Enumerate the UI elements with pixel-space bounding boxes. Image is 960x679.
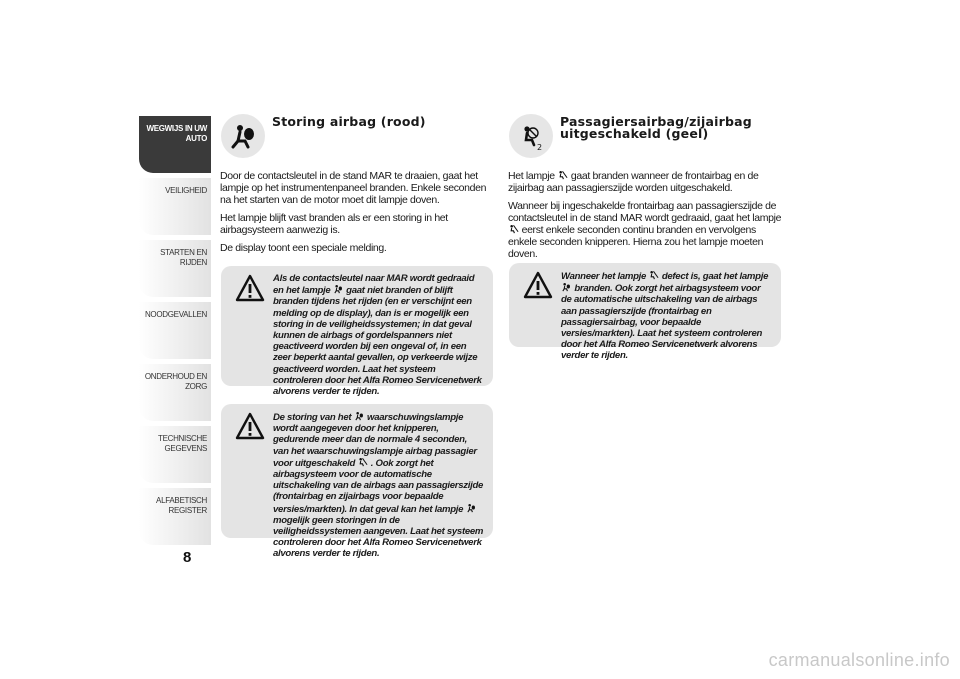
warning-text: Als de contactsleutel naar MAR wordt gedraaid en het lampje — [273, 273, 475, 297]
airbag-person-icon — [354, 411, 365, 421]
watermark: carmanualsonline.info — [768, 650, 950, 670]
tab-veiligheid[interactable] — [139, 178, 211, 235]
warning-text: mogelijk geen storingen in de veiligheidssystemen aangeven. Laat het systeem controleren door het Alfa Romeo Servicenetwerk alvorens verder te rijden. — [273, 514, 484, 560]
paragraph-text: gaat branden wanneer de frontairbag en de zijairbag aan passagierszijde worden uitgeschakeld. — [508, 170, 759, 194]
tab-label-line: ONDERHOUD EN — [144, 372, 207, 381]
section-heading-passenger-airbag — [560, 116, 752, 140]
tab-technische-gegevens[interactable] — [139, 426, 211, 483]
right-body-text — [508, 170, 784, 266]
warning-text: Wanneer het lampje — [561, 271, 647, 282]
left-body-text — [220, 170, 496, 260]
warning-box — [509, 263, 781, 362]
paragraph: Het lampje blijft vast branden als er een storing in het airbagsysteem aanwezig is. — [220, 212, 448, 236]
tab-label-line: STARTEN EN RIJDEN — [160, 248, 207, 267]
section-heading-airbag-fault: Storing airbag (rood) — [272, 114, 426, 129]
tab-label-line: ZORG — [185, 382, 207, 391]
airbag-person-icon — [466, 503, 477, 513]
passenger-airbag-off-icon — [557, 170, 568, 180]
warning-text: . Ook zorgt het airbagsysteem voor de automatische uitschakeling van de airbags aan passagierszijde (frontairbag en zijairbags voor bepaalde versies/markten). In dat geval kan het lampje — [273, 457, 484, 515]
warning-text: gaat niet branden of blijft branden tijdens het rijden (en er verschijnt een melding op de display), dan is er mogelijk een storing in de veiligheidssystemen; in dat geval kunnen de airbags of gordelspanners niet geactiveerd worden bij een ongeval of, in een zeer beperkt aantal gevallen, op verkeerde wijze geactiveerd worden. Laat het systeem controleren door het Alfa Romeo Servicenetwerk alvorens verder te rijden. — [273, 285, 482, 398]
warning-text: branden. Ook zorgt het airbagsysteem voor de automatische uitschakeling van de airbags aan passagierszijde (frontairbag en passagiersairbag, voor bepaalde versies/markten). Laat het systeem controleren door het Alfa Romeo Servicenetwerk alvorens verder te rijden. — [561, 283, 763, 362]
warning-triangle-icon — [523, 271, 553, 299]
paragraph: Door de contactsleutel in de stand MAR te draaien, gaat het lampje op het instrumentenpaneel branden. Enkele seconden na het starten van de motor moet dit lampje doven. — [220, 170, 487, 206]
paragraph-text: Wanneer bij ingeschakelde frontairbag aan passagierszijde de contactsleutel in de stand MAR wordt gedraaid, gaat het lampje — [508, 200, 782, 224]
tab-label-line: ALFABETISCH — [156, 496, 207, 505]
warning-text: defect is, gaat het lampje — [661, 271, 769, 282]
tab-onderhoud-en-zorg[interactable] — [139, 364, 211, 421]
paragraph — [508, 170, 784, 194]
tab-starten-en-rijden[interactable] — [139, 240, 211, 297]
heading-line: Passagiersairbag/zijairbag — [560, 114, 752, 129]
tab-alfabetisch-register[interactable] — [139, 488, 211, 545]
paragraph-text: Het lampje — [508, 170, 555, 182]
tab-label-line: WEGWIJS IN UW — [146, 124, 207, 133]
tab-noodgevallen[interactable] — [139, 302, 211, 359]
passenger-airbag-off-icon — [357, 457, 368, 467]
paragraph: De display toont een speciale melding. — [220, 242, 387, 254]
warning-text: De storing van het — [273, 412, 352, 423]
warning-triangle-icon — [235, 412, 265, 440]
tab-label-line: VEILIGHEID — [165, 186, 207, 195]
warning-text: waarschuwingslampje wordt aangegeven door het knipperen, gedurende meer dan de normale 4 seconden, van het waarschuwingslampje airbag passagier voor uitgeschakeld — [273, 412, 477, 469]
paragraph-text: eerst enkele seconden continu branden en vervolgens enkele seconden knipperen. Hierna zou het lampje moeten doven. — [508, 224, 764, 260]
tab-label-line: AUTO — [185, 134, 207, 143]
warning-box — [221, 404, 493, 560]
airbag-person-icon — [221, 114, 265, 158]
airbag-person-icon — [333, 284, 344, 294]
warning-box — [221, 266, 493, 398]
paragraph — [508, 200, 784, 260]
tab-label-line: GEGEVENS — [164, 444, 207, 453]
section-tab-rail — [139, 116, 211, 546]
tab-label-line: TECHNISCHE — [157, 434, 207, 443]
svg-text:2: 2 — [537, 143, 543, 152]
tab-label-line: NOODGEVALLEN — [144, 310, 207, 319]
page-number: 8 — [183, 549, 192, 566]
airbag-person-icon — [561, 282, 572, 292]
passenger-airbag-off-icon — [648, 270, 659, 280]
tab-label-line: REGISTER — [168, 506, 207, 515]
warning-triangle-icon — [235, 274, 265, 302]
heading-line: uitgeschakeld (geel) — [560, 126, 709, 141]
passenger-airbag-off-icon — [509, 114, 553, 158]
passenger-airbag-off-icon — [508, 224, 519, 234]
tab-wegwijs-in-uw-auto[interactable] — [139, 116, 211, 173]
